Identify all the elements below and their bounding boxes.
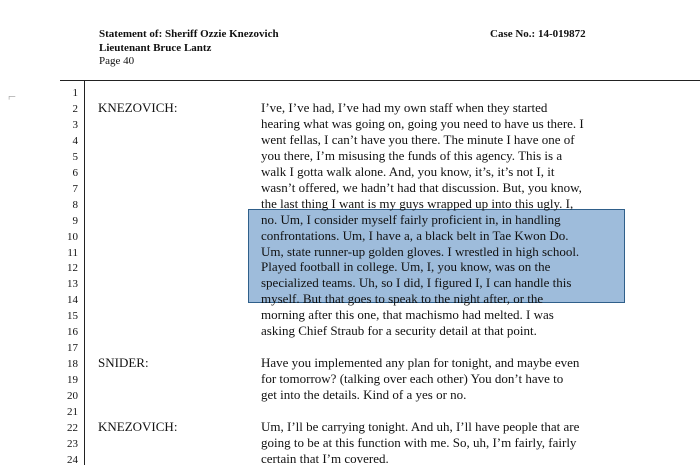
header-rule — [60, 80, 700, 81]
transcript-line: certain that I’m covered. — [261, 450, 389, 466]
transcript-line: went fellas, I can’t have you there. The minute I have one of — [261, 131, 575, 147]
line-number: 1 — [72, 87, 78, 99]
line-number: 7 — [72, 182, 78, 195]
line-number: 22 — [67, 421, 78, 434]
transcript-line: for tomorrow? (talking over each other) You don’t have to — [261, 371, 564, 387]
line-number: 10 — [67, 230, 78, 243]
transcript-line: Um, state runner-up golden gloves. I wrestled in high school. — [261, 243, 580, 259]
transcript-line: specialized teams. Uh, so I did, I figured I, I can handle this — [261, 275, 572, 291]
speaker-label: KNEZOVICH: — [98, 99, 178, 115]
line-number: 20 — [67, 390, 78, 403]
margin-line — [84, 80, 85, 465]
line-number: 9 — [72, 214, 78, 227]
line-number: 24 — [67, 453, 78, 466]
line-number: 15 — [67, 310, 78, 323]
transcript-line: asking Chief Straub for a security detail at that point. — [261, 323, 537, 339]
transcript-line: hearing what was going on, going you need to have us there. I — [261, 115, 584, 131]
officer-name: Lieutenant Bruce Lantz — [99, 41, 212, 54]
statement-of: Statement of: Sheriff Ozzie Knezovich — [99, 28, 279, 40]
line-number: 4 — [72, 134, 78, 147]
speaker-label: SNIDER: — [98, 355, 149, 371]
transcript-line: morning after this one, that machismo had melted. I was — [261, 307, 554, 323]
page-number: Page 40 — [99, 55, 135, 67]
transcript-line: walk I gotta walk alone. And, you know, it’s, it’s not I, it — [261, 163, 555, 179]
case-number: Case No.: 14-019872 — [490, 28, 586, 40]
line-number: 23 — [67, 437, 78, 450]
transcript-line: wasn’t offered, we hadn’t had that discussion. But, you know, — [261, 179, 582, 195]
transcript-line: no. Um, I consider myself fairly proficient in, in handling — [261, 211, 561, 227]
line-number: 14 — [67, 294, 78, 307]
line-number: 18 — [67, 358, 78, 371]
line-number: 11 — [67, 246, 78, 259]
statement-header — [99, 28, 279, 69]
line-number: 8 — [72, 198, 78, 211]
line-number: 21 — [67, 406, 78, 418]
transcript-line: myself. But that goes to speak to the night after, or the — [261, 291, 544, 307]
transcript-line: get into the details. Kind of a yes or no. — [261, 387, 467, 403]
line-number: 3 — [72, 118, 78, 131]
speaker-label: KNEZOVICH: — [98, 418, 178, 434]
margin-mark-icon: ⌐ — [8, 90, 16, 105]
line-number: 12 — [67, 262, 78, 275]
transcript-line: going to be at this function with me. So, uh, I’m fairly, fairly — [261, 434, 577, 450]
line-number: 16 — [67, 326, 78, 339]
line-number: 2 — [72, 102, 78, 115]
transcript-line: Have you implemented any plan for tonight, and maybe even — [261, 355, 580, 371]
line-number: 6 — [72, 166, 78, 179]
transcript-line: I’ve, I’ve had, I’ve had my own staff when they started — [261, 99, 548, 115]
line-number: 19 — [67, 374, 78, 387]
line-number: 13 — [67, 278, 78, 291]
transcript-line: the last thing I want is my guys wrapped up into this ugly. I, — [261, 195, 574, 211]
transcript-line: Um, I’ll be carrying tonight. And uh, I’ll have people that are — [261, 418, 580, 434]
line-number: 5 — [72, 150, 78, 163]
transcript-line: you there, I’m misusing the funds of this agency. This is a — [261, 147, 563, 163]
transcript-line: Played football in college. Um, I, you know, was on the — [261, 259, 551, 275]
line-number: 17 — [67, 342, 78, 355]
transcript-line: confrontations. Um, I have a, a black belt in Tae Kwon Do. — [261, 227, 569, 243]
